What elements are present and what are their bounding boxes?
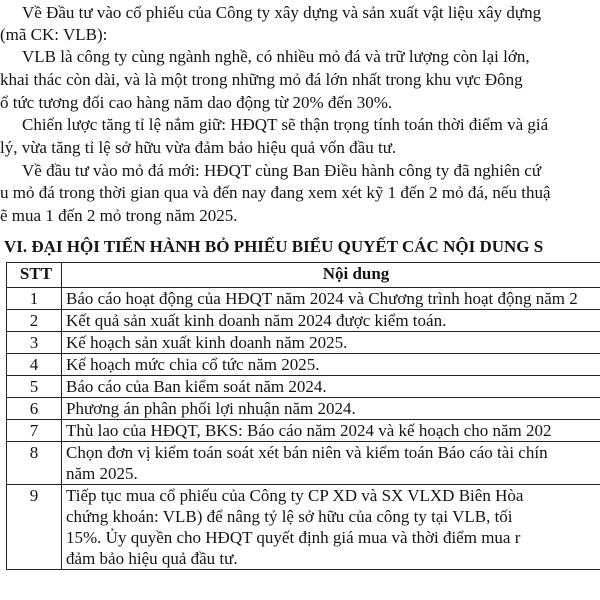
row-content-line: Báo cáo hoạt động của HĐQT năm 2024 và Chương trình hoạt động năm 2	[66, 289, 578, 308]
row-content	[62, 354, 600, 376]
row-content-line: đảm bảo hiệu quả đầu tư.	[66, 549, 238, 568]
table-row	[7, 420, 600, 442]
row-content-line: Kế hoạch mức chia cổ tức năm 2025.	[66, 355, 320, 374]
row-number: 9	[7, 485, 62, 570]
row-content	[62, 420, 600, 442]
row-content-line: 15%. Ủy quyền cho HĐQT quyết định giá mua và thời điểm mua r	[66, 528, 521, 547]
row-content-line: Kế hoạch sản xuất kinh doanh năm 2025.	[66, 333, 348, 352]
table-row	[7, 398, 600, 420]
column-header-content: Nội dung	[62, 263, 600, 288]
row-content-line: Thù lao của HĐQT, BKS: Báo cáo năm 2024 và kế hoạch cho năm 202	[66, 421, 552, 440]
row-number: 5	[7, 376, 62, 398]
paragraph-line: (mã CK: VLB):	[0, 25, 108, 44]
section-heading: VI. ĐẠI HỘI TIẾN HÀNH BỎ PHIẾU BIỂU QUYẾT CÁC NỘI DUNG S	[4, 237, 544, 256]
paragraph-line: VLB là công ty cùng ngành nghề, có nhiều mỏ đá và trữ lượng còn lại lớn,	[22, 47, 530, 66]
paragraph-line: Về đầu tư vào mỏ đá mới: HĐQT cùng Ban Điều hành công ty đã nghiên cứ	[22, 161, 542, 180]
table-row	[7, 332, 600, 354]
row-content	[62, 310, 600, 332]
paragraph-line: Chiến lược tăng tỉ lệ nắm giữ: HĐQT sẽ thận trọng tính toán thời điểm và giá	[22, 115, 549, 134]
row-content	[62, 376, 600, 398]
row-number: 1	[7, 288, 62, 310]
row-content	[62, 332, 600, 354]
row-number: 4	[7, 354, 62, 376]
paragraph-line: khai thác còn dài, và là một trong những mỏ đá lớn nhất trong khu vực Đông	[0, 70, 523, 89]
agenda-table	[6, 262, 600, 570]
row-content	[62, 442, 600, 485]
paragraph-line: Về Đầu tư vào cổ phiếu của Công ty xây dựng và sản xuất vật liệu xây dựng	[22, 3, 542, 22]
row-content-line: Kết quả sản xuất kinh doanh năm 2024 được kiểm toán.	[66, 311, 447, 330]
row-content	[62, 485, 600, 570]
table-row	[7, 485, 600, 570]
row-content-line: Tiếp tục mua cổ phiếu của Công ty CP XD và SX VLXD Biên Hòa	[66, 486, 524, 505]
table-row	[7, 354, 600, 376]
table-row	[7, 310, 600, 332]
paragraph-line: ẽ mua 1 đến 2 mỏ trong năm 2025.	[0, 206, 238, 225]
table-row	[7, 288, 600, 310]
row-content-line: chứng khoán: VLB) để nâng tỷ lệ sở hữu của công ty tại VLB, tối	[66, 507, 513, 526]
row-content-line: Chọn đơn vị kiểm toán soát xét bán niên và kiểm toán Báo cáo tài chín	[66, 443, 548, 462]
table-header-row	[7, 263, 600, 288]
row-content-line: Báo cáo của Ban kiểm soát năm 2024.	[66, 377, 327, 396]
column-header-stt: STT	[7, 263, 62, 288]
paragraph-line: ổ tức tương đối cao hàng năm dao động từ 20% đến 30%.	[0, 93, 393, 112]
row-number: 7	[7, 420, 62, 442]
paragraph-line: lý, vừa tăng tỉ lệ sở hữu vừa đảm bảo hiệu quả vốn đầu tư.	[0, 138, 397, 157]
row-number: 8	[7, 442, 62, 485]
table-row	[7, 376, 600, 398]
paragraph-line: u mỏ đá trong thời gian qua và đến nay đang xem xét kỹ 1 đến 2 mỏ đá, nếu thuậ	[0, 183, 551, 202]
row-number: 3	[7, 332, 62, 354]
row-content	[62, 288, 600, 310]
row-content	[62, 398, 600, 420]
row-number: 6	[7, 398, 62, 420]
row-content-line: năm 2025.	[66, 464, 138, 483]
row-content-line: Phương án phân phối lợi nhuận năm 2024.	[66, 399, 356, 418]
row-number: 2	[7, 310, 62, 332]
table-row	[7, 442, 600, 485]
